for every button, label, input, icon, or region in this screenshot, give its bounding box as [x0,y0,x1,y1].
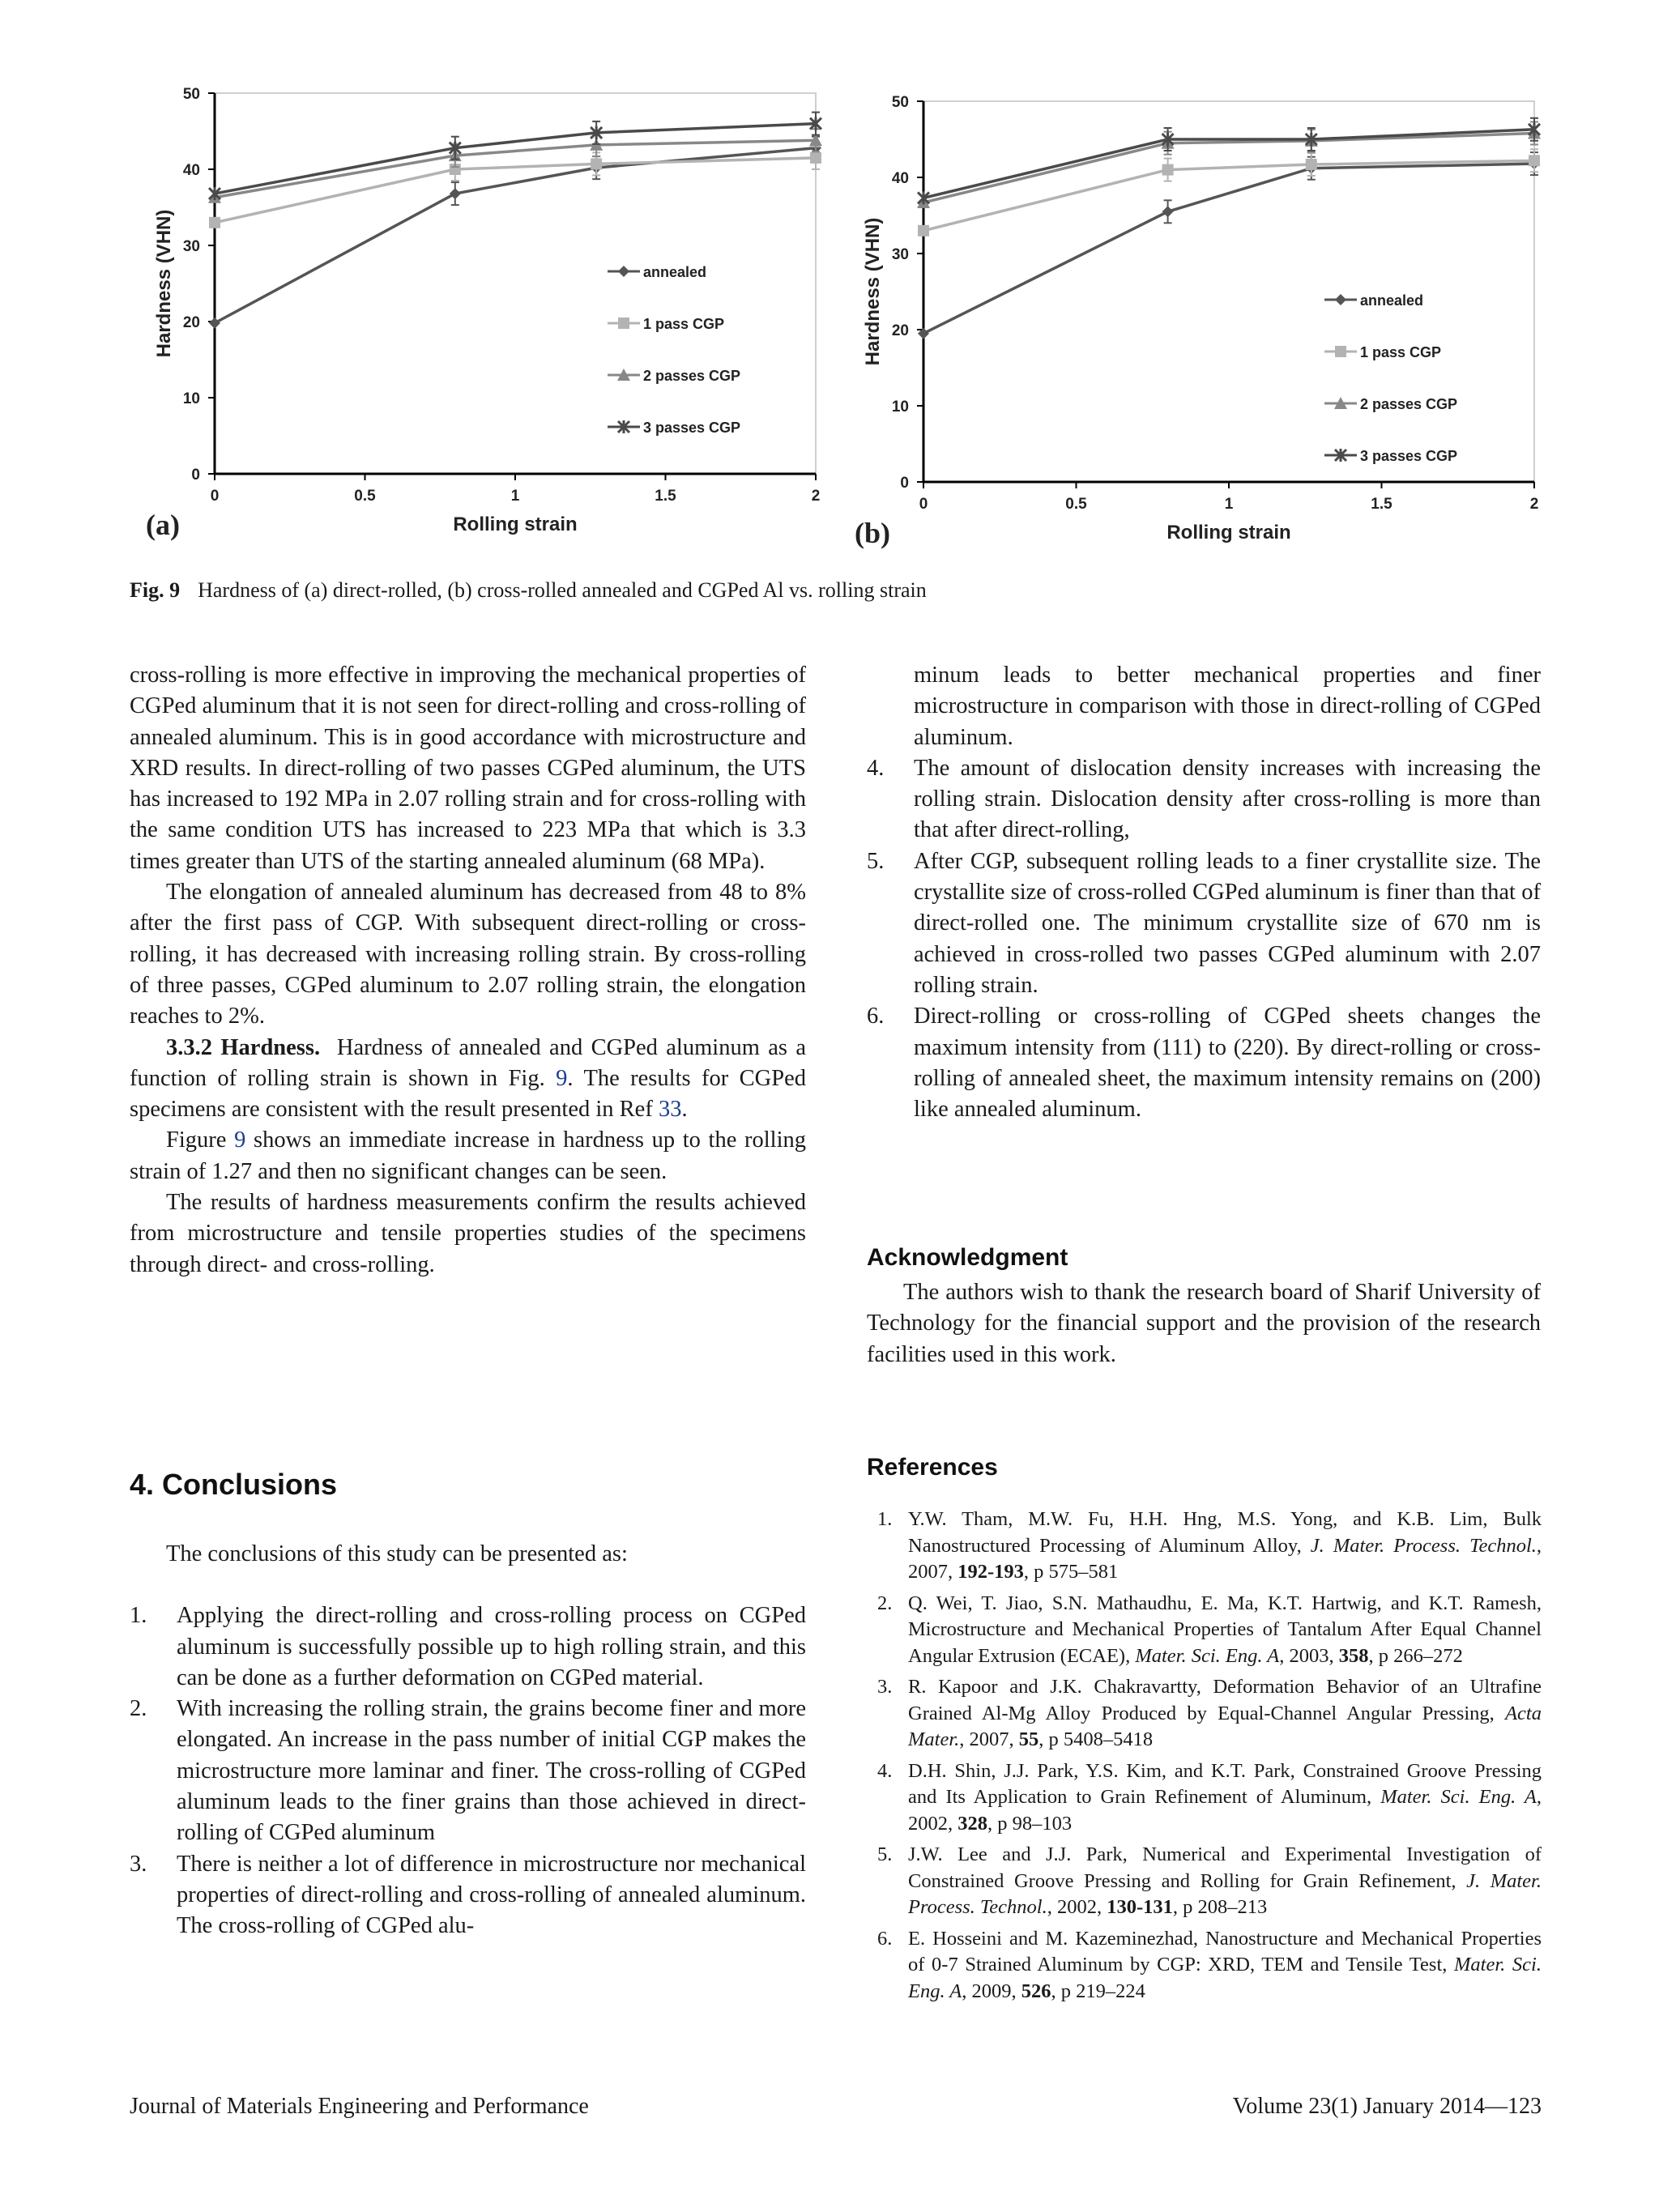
x-tick-label: 0 [919,496,928,513]
list-item [867,753,1541,846]
x-axis-label: Rolling strain [453,514,578,535]
reference-pages: , p 266–272 [1368,1644,1463,1667]
y-tick-label: 50 [891,94,909,111]
reference-volume: 358 [1338,1644,1369,1667]
list-item [130,1694,806,1848]
y-axis-label: Hardness (VHN) [153,209,175,358]
reference-year: , 2002, [1047,1896,1107,1918]
list-item-text: After CGP, subsequent rolling leads to a finer crystallite size. The crystallite size of cross-rolled CGPed aluminum is finer than that of direct-rolled one. The minimum crystallite size of 670 nm is achieved in cross-rolled two passes CGPed aluminum with 2.07 rolling strain. [914,848,1541,998]
reference-pages: , p 5408–5418 [1038,1728,1154,1750]
legend-label-one-pass: 1 pass CGP [1360,344,1442,360]
list-item [867,660,1541,753]
list-item-text: There is neither a lot of difference in microstructure nor mechanical properties of direct-rolling and cross-rolling of annealed aluminum. The cross-rolling of CGPed alu- [177,1851,806,1939]
reference-journal: Acta Mater. [908,1702,1542,1750]
figure-text-b: shows an immediate increase in hardness up to the rolling strain of 1.27 and then no significant changes can be seen. [130,1127,807,1184]
acknowledgment-heading: Acknowledgment [867,1244,1068,1271]
hardness-text-a: Hardness of annealed and CGPed aluminum as a function of rolling strain is shown in Fig. [130,1034,806,1091]
reference-pages: , p 208–213 [1172,1896,1268,1918]
x-tick-label: 2 [1529,496,1539,513]
reference-volume: 192-193 [957,1561,1024,1583]
reference-pages: , p 98–103 [987,1812,1073,1835]
panel-label: (a) [146,509,180,541]
reference-number: 4. [877,1759,893,1782]
legend-marker-one-pass [1335,346,1346,357]
reference-volume: 130-131 [1107,1896,1173,1918]
reference-number: 1. [877,1508,893,1530]
acknowledgment-text: The authors wish to thank the research board of Sharif University of Technology for the financial support and the provision of the research facilities used in this work. [867,1280,1541,1367]
y-tick-label: 20 [891,322,909,339]
legend-label-two-passes: 2 passes CGP [1360,396,1458,412]
y-tick-label: 30 [182,238,200,255]
x-tick-label: 1 [1224,496,1234,513]
reference-text: J.W. Lee and J.J. Park, Numerical and Experimental Investigation of Constrained Groove Pressing and Rolling for Grain Refinement, [908,1843,1542,1892]
y-tick-label: 50 [182,86,200,103]
hardness-text-b: . The results for CGPed specimens are consistent with the result presented in Ref [130,1065,806,1123]
figure-caption [130,578,927,603]
reference-volume: 328 [957,1812,987,1835]
reference-year: , 2002, [908,1786,1542,1835]
conclusions-list-right [867,660,1541,1125]
reference-text: R. Kapoor and J.K. Chakravartty, Deformation Behavior of an Ultrafine Grained Al-Mg Alloy Produced by Equal-Channel Angular Pressing, [908,1676,1542,1724]
reference-journal: Mater. Sci. Eng. A [1380,1786,1537,1808]
paragraph-hardness [130,1033,806,1126]
series-line-annealed [923,164,1534,334]
reference-text: D.H. Shin, J.J. Park, Y.S. Kim, and K.T. Park, Constrained Groove Pressing and Its Application to Grain Refinement of Aluminum, [908,1759,1542,1808]
legend-label-annealed: annealed [1360,292,1424,309]
list-item-number: 3. [130,1851,147,1877]
reference-number: 3. [877,1676,893,1698]
legend-label-one-pass: 1 pass CGP [643,316,725,332]
references-heading: References [867,1454,998,1481]
list-item [867,846,1541,1001]
chart-panel-a [122,77,834,563]
reference-item [877,1758,1542,1838]
footer-volume: Volume 23(1) January 2014—123 [1232,2094,1542,2119]
data-point-annealed [209,318,220,329]
footer-journal: Journal of Materials Engineering and Performance [130,2094,589,2119]
x-tick-label: 0.5 [1065,496,1087,513]
data-point-one-pass [591,158,602,169]
list-item-text: Applying the direct-rolling and cross-rolling process on CGPed aluminum is successfully possible up to high rolling strain, and this can be done as a further deformation on CGPed material. [177,1603,806,1690]
list-item-text: Direct-rolling or cross-rolling of CGPed sheets changes the maximum intensity from (111) to (220). By direct-rolling or cross-rolling of annealed sheet, the maximum intensity remains on (200) like annealed aluminum. [914,1004,1541,1123]
list-item [130,1600,806,1694]
legend-label-three-passes: 3 passes CGP [1360,448,1458,464]
x-tick-label: 0 [210,488,220,505]
y-tick-label: 10 [182,390,200,407]
reference-year: , 2003, [1279,1644,1339,1667]
reference-pages: , p 575–581 [1023,1561,1119,1583]
figure-caption-label: Fig. 9 [130,578,181,602]
reference-year: , 2007, [908,1534,1542,1583]
legend-marker-annealed [618,266,629,277]
y-tick-label: 40 [891,170,909,187]
reference-year: , 2007, [959,1728,1019,1750]
list-item-number: 6. [867,1004,885,1029]
acknowledgment-body [867,1277,1541,1370]
series-line-one-pass [923,160,1534,230]
legend-label-two-passes: 2 passes CGP [643,368,741,384]
legend-marker-annealed [1335,294,1346,305]
legend-marker-one-pass [618,318,629,329]
reference-item [877,1591,1542,1670]
reference-pages: , p 219–224 [1051,1980,1145,2002]
plot-border [923,101,1534,482]
data-point-one-pass [1306,159,1317,170]
reference-text: E. Hosseini and M. Kazeminezhad, Nanostructure and Mechanical Properties of 0-7 Strained Aluminum by CGP: XRD, TEM and Tensile Test, [908,1927,1542,1975]
references-list [877,1507,1542,2010]
conclusions-intro: The conclusions of this study can be presented as: [166,1541,628,1566]
list-item-text: The amount of dislocation density increases with increasing the rolling strain. Dislocation density after cross-rolling is more than that after direct-rolling, [914,755,1541,843]
conclusions-list-left [130,1600,806,1941]
x-tick-label: 1.5 [1371,496,1392,513]
data-point-annealed [450,188,461,199]
series-line-one-pass [215,158,816,223]
list-item-text-continued: minum leads to better mechanical properties and finer microstructure in comparison with those in direct-rolling of CGPed aluminum. [914,663,1541,750]
list-item [130,1849,806,1942]
conclusions-heading: 4. Conclusions [130,1468,338,1501]
reference-item [877,1674,1542,1754]
x-tick-label: 0.5 [354,488,376,505]
y-tick-label: 0 [191,467,200,484]
left-column [130,660,806,1281]
figure-text-a: Figure [166,1127,227,1153]
paragraph-elongation: The elongation of annealed aluminum has decreased from 48 to 8% after the first pass of CGP. With subsequent direct-rolling or cross-rolling, it has decreased with increasing rolling strain. By cross-rolling of three passes, CGPed aluminum to 2.07 rolling strain, the elongation reaches to 2%. [130,880,806,1029]
data-point-annealed [1162,206,1174,217]
series-line-three-passes [923,130,1534,198]
data-point-one-pass [810,152,821,164]
y-tick-label: 30 [891,246,909,263]
paragraph-confirm: The results of hardness measurements confirm the results achieved from microstructure and tensile properties studies of the specimens through direct- and cross-rolling. [130,1190,806,1277]
right-column [867,660,1541,1125]
reference-item [877,1926,1542,2005]
reference-text: Y.W. Tham, M.W. Fu, H.H. Hng, M.S. Yong, and K.B. Lim, Bulk Nanostructured Processing of Aluminum Alloy, [908,1508,1542,1557]
x-tick-label: 2 [811,488,821,505]
list-item-number: 4. [867,755,885,781]
reference-year: , 2009, [962,1980,1021,2002]
subsection-heading-hardness: 3.3.2 Hardness. [166,1034,321,1060]
paragraph-figure-9 [130,1125,806,1187]
legend-label-annealed: annealed [643,264,707,280]
conclusions-left [130,1539,806,1942]
list-item-number: 5. [867,848,885,874]
hardness-text-c: . [681,1097,688,1123]
x-tick-label: 1 [510,488,520,505]
x-tick-label: 1.5 [655,488,676,505]
series-line-two-passes [215,140,816,198]
reference-journal: Mater. Sci. Eng. A [1135,1644,1280,1667]
y-tick-label: 0 [900,475,909,492]
data-point-one-pass [209,217,220,228]
fig-9-link[interactable]: 9 [556,1065,568,1091]
data-point-one-pass [1162,164,1174,176]
reference-volume: 55 [1018,1728,1039,1750]
reference-item [877,1507,1542,1586]
y-axis-label: Hardness (VHN) [862,217,884,366]
list-item [867,1001,1541,1125]
legend-label-three-passes: 3 passes CGP [643,420,741,436]
series-line-annealed [215,148,816,323]
figure-9 [122,77,1547,563]
list-item-text: With increasing the rolling strain, the grains become finer and more elongated. An increase in the pass number of initial CGP makes the microstructure more laminar and finer. The cross-rolling of CGPed aluminum leads to the finer grains than those achieved in direct-rolling of CGPed aluminum [177,1696,806,1846]
panel-label: (b) [855,517,890,549]
reference-number: 2. [877,1592,893,1614]
y-tick-label: 20 [182,314,200,331]
reference-journal: J. Mater. Process. Technol. [1310,1534,1537,1557]
ref-33-link[interactable]: 33 [658,1097,682,1123]
reference-number: 6. [877,1927,893,1950]
data-point-one-pass [1529,155,1540,166]
data-point-one-pass [918,225,929,237]
y-tick-label: 40 [182,162,200,179]
chart-panel-b [834,77,1547,563]
y-tick-label: 10 [891,399,909,416]
reference-item [877,1842,1542,1921]
reference-volume: 526 [1021,1980,1051,2002]
figure-caption-text: Hardness of (a) direct-rolled, (b) cross-rolled annealed and CGPed Al vs. rolling strain [198,578,927,602]
reference-journal: Mater. Sci. Eng. A [908,1954,1542,2002]
paragraph-uts: cross-rolling is more effective in improving the mechanical properties of CGPed aluminum that it is not seen for direct-rolling and cross-rolling of annealed aluminum. This is in good accordance with microstructure and XRD results. In direct-rolling of two passes CGPed aluminum, the UTS has increased to 192 MPa in 2.07 rolling strain and for cross-rolling with the same condition UTS has increased to 223 MPa that which is 3.3 times greater than UTS of the starting annealed aluminum (68 MPa). [130,663,806,874]
x-axis-label: Rolling strain [1166,522,1291,543]
list-item-number: 1. [130,1603,147,1629]
reference-text: Q. Wei, T. Jiao, S.N. Mathaudhu, E. Ma, K.T. Hartwig, and K.T. Ramesh, Microstructure and Mechanical Properties of Tantalum After Equal Channel Angular Extrusion (ECAE), [908,1592,1542,1667]
reference-journal: J. Mater. Process. Technol. [908,1869,1542,1918]
fig-9-link-2[interactable]: 9 [234,1127,246,1153]
list-item-number: 2. [130,1696,147,1722]
reference-number: 5. [877,1843,893,1865]
